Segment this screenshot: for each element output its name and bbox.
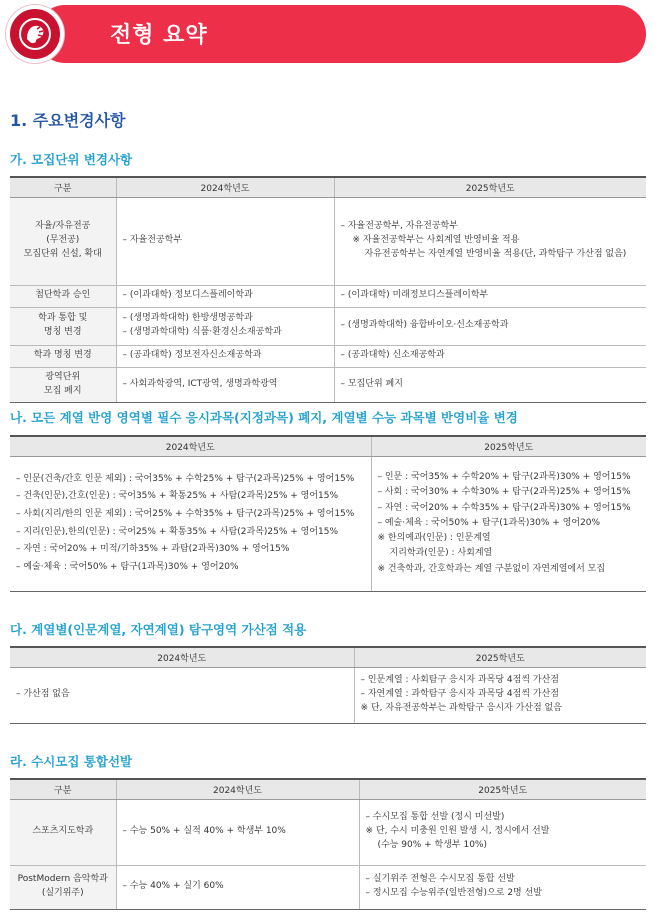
table-row <box>10 799 646 865</box>
table-row <box>10 307 646 345</box>
cell-2025: – 인문계열 : 사회탐구 응시자 과목당 4점씩 가산점 – 자연계열 : 과학탐구 응시자 과목당 4점씩 가산점 ※ 단, 자유전공학부는 과학탐구 응시자 가산점 없음 <box>354 667 646 723</box>
column-header: 2025학년도 <box>371 436 646 456</box>
lion-emblem-icon <box>6 5 64 63</box>
table-subject-ratios <box>10 435 646 592</box>
cell-2025: – 수시모집 통합 선발 (정시 미선발) ※ 단, 수시 미충원 인원 발생 시, 정시에서 선발 (수능 90% + 학생부 10%) <box>359 799 646 865</box>
cell-2024: – (이과대학) 정보디스플레이학과 <box>116 285 334 307</box>
row-category: 첨단학과 승인 <box>10 285 116 307</box>
cell-2025: – 인문 : 국어35% + 수학20% + 탐구(2과목)30% + 영어15% – 사회 : 국어30% + 수학30% + 탐구(2과목)25% + 영어15% – 자연 : 국어20% + 수학35% + 탐구(2과목)30% + 영어15% – 예술·체육 : 국어50% + 탐구(1과목)30% + 영어20% ※ 한의예과(인문) : 인문계열 지리학과(인문) : 사회계열 ※ 건축학과, 간호학과는 계열 구분없이 자연계열에서 모집 <box>371 456 646 591</box>
cell-2025: – (생명과학대학) 융합바이오·신소재공학과 <box>334 307 646 345</box>
row-category: 학과 명칭 변경 <box>10 345 116 367</box>
table-row <box>10 367 646 402</box>
cell-2024: – 자율전공학부 <box>116 197 334 285</box>
subsection-title-c: 다. 계열별(인문계열, 자연계열) 탐구영역 가산점 적용 <box>10 622 307 637</box>
column-header: 2025학년도 <box>354 647 646 667</box>
column-header: 2024학년도 <box>116 779 359 799</box>
subsection-title-b: 나. 모든 계열 반영 영역별 필수 응시과목(지정과목) 폐지, 계열별 수능 과목별 반영비율 변경 <box>10 410 518 425</box>
subsection-title-d: 라. 수시모집 통합선발 <box>10 754 133 769</box>
column-header: 2024학년도 <box>10 436 371 456</box>
table-unit-changes <box>10 176 646 403</box>
header-banner <box>6 5 646 63</box>
table-row <box>10 667 646 723</box>
table-integrated-selection <box>10 778 646 910</box>
cell-2024: – (생명과학대학) 한방생명공학과 – (생명과학대학) 식품·환경신소재공학과 <box>116 307 334 345</box>
row-category: PostModern 음악학과 (실기위주) <box>10 865 116 909</box>
cell-2024: – 수능 50% + 실적 40% + 학생부 10% <box>116 799 359 865</box>
table-row <box>10 456 646 591</box>
row-category: 자율/자유전공 (무전공) 모집단위 신설, 확대 <box>10 197 116 285</box>
column-header: 2025학년도 <box>334 177 646 197</box>
cell-2024: – 사회과학광역, ICT광역, 생명과학광역 <box>116 367 334 402</box>
cell-2025: – (이과대학) 미래정보디스플레이학부 <box>334 285 646 307</box>
cell-2025: – (공과대학) 신소재공학과 <box>334 345 646 367</box>
section-title: 1. 주요변경사항 <box>10 111 126 130</box>
table-row <box>10 197 646 285</box>
banner-title: 전형 요약 <box>110 23 208 48</box>
column-header: 2024학년도 <box>116 177 334 197</box>
column-header: 구분 <box>10 177 116 197</box>
cell-2025: – 자율전공학부, 자유전공학부 ※ 자율전공학부는 사회계열 반영비율 적용 자유전공학부는 자연계열 반영비율 적용(단, 과학탐구 가산점 없음) <box>334 197 646 285</box>
table-row <box>10 285 646 307</box>
cell-2024: – 가산점 없음 <box>10 667 354 723</box>
column-header: 2025학년도 <box>359 779 646 799</box>
cell-2025: – 모집단위 폐지 <box>334 367 646 402</box>
cell-2025: – 실기위주 전형은 수시모집 통합 선발 – 정시모집 수능위주(일반전형)으로 2명 선발 <box>359 865 646 909</box>
table-row <box>10 345 646 367</box>
column-header: 2024학년도 <box>10 647 354 667</box>
cell-2024: – 인문(건축/간호 인문 제외) : 국어35% + 수학25% + 탐구(2과목)25% + 영어15% – 건축(인문),간호(인문) : 국어35% + 확통25% + 사탐(2과목)25% + 영어15% – 사회(지리/한의 인문 제외) : 국어25% + 수학35% + 탐구(2과목)25% + 영어15% – 지리(인문),한의(인문) : 국어25% + 확통35% + 사탐(2과목)25% + 영어15% – 자연 : 국어20% + 미적/기하35% + 과탐(2과목)30% + 영어15% – 예술·체육 : 국어50% + 탐구(1과목)30% + 영어20% <box>10 456 371 591</box>
row-category: 학과 통합 및 명칭 변경 <box>10 307 116 345</box>
table-row <box>10 865 646 909</box>
cell-2024: – (공과대학) 정보전자신소재공학과 <box>116 345 334 367</box>
cell-2024: – 수능 40% + 실기 60% <box>116 865 359 909</box>
row-category: 광역단위 모집 폐지 <box>10 367 116 402</box>
row-category: 스포츠지도학과 <box>10 799 116 865</box>
table-bonus-points <box>10 646 646 724</box>
column-header: 구분 <box>10 779 116 799</box>
subsection-title-a: 가. 모집단위 변경사항 <box>10 152 133 167</box>
